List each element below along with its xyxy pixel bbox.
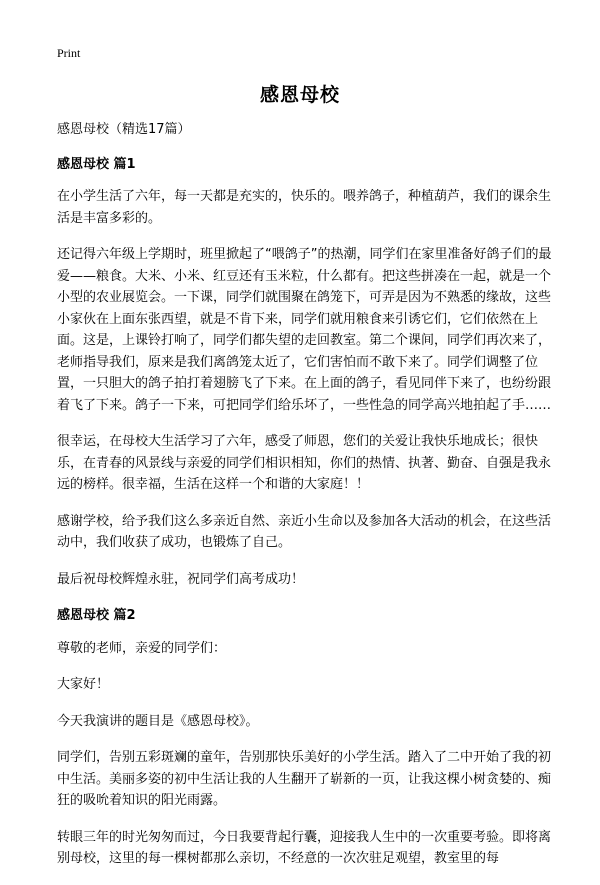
paragraph: 同学们，告别五彩斑斓的童年，告别那快乐美好的小学生活。踏入了二中开始了我的初中生活。美丽多姿的初中生活让我的人生翻开了崭新的一页，让我这棵小树贪婪的、痴狂的吸吮着知识的阳光雨露。 <box>57 750 552 808</box>
print-link[interactable]: Print <box>57 46 81 60</box>
paragraph: 尊敬的老师，亲爱的同学们： <box>57 640 227 656</box>
paragraph: 转眼三年的时光匆匆而过，今日我要背起行囊，迎接我人生中的一次重要考验。即将离别母校，这里的每一棵树都那么亲切，不经意的一次次驻足观望，教室里的每 <box>57 829 552 866</box>
section-heading: 感恩母校 篇1 <box>57 156 136 172</box>
paragraph: 今天我演讲的题目是《感恩母校》。 <box>57 713 259 729</box>
article-body <box>57 119 557 885</box>
page-title: 感恩母校 <box>259 84 340 106</box>
paragraph: 感谢学校，给予我们这么多亲近自然、亲近小生命以及参加各大活动的机会，在这些活动中，我们收获了成功，也锻炼了自己。 <box>57 513 552 550</box>
paragraph: 在小学生活了六年，每一天都是充实的，快乐的。喂养鸽子，种植葫芦，我们的课余生活是丰富多彩的。 <box>57 189 552 226</box>
article-subtitle: 感恩母校（精选17篇） <box>57 122 191 137</box>
section-heading: 感恩母校 篇2 <box>57 608 136 623</box>
paragraph: 很幸运，在母校大生活学习了六年，感受了师恩，您们的关爱让我快乐地成长；很快乐，在青春的风景线与亲爱的同学们相识相知，你们的热情、执著、勤奋、自强是我永远的榜样。很幸福，生活在这样一个和谐的大家庭！！ <box>57 434 552 492</box>
paragraph: 大家好！ <box>57 677 110 692</box>
paragraph: 最后祝母校辉煌永驻，祝同学们高考成功！ <box>57 571 305 587</box>
paragraph: 还记得六年级上学期时，班里掀起了“喂鸽子”的热潮，同学们在家里准备好鸽子们的最爱——粮食。大米、小米、红豆还有玉米粒，什么都有。把这些拼凑在一起，就是一个小型的农业展览会。一下课，同学们就围聚在鸽笼下，可弄是因为不熟悉的缘故，这些小家伙在上面东张西望，就是不肯下来，同学们就用粮食来引诱它们，它们依然在上面。这是，上课铃打响了，同学们都失望的走回教室。第二个课间，同学们再次来了，老师指导我们，原来是我们离鸽笼太近了，它们害怕而不敢下来了。同学们调整了位置，一只胆大的鸽子拍打着翅膀飞了下来。在上面的鸽子，看见同伴下来了，也纷纷跟着飞了下来。鸽子一下来，可把同学们给乐坏了，一些性急的同学高兴地拍起了手…… <box>57 247 552 413</box>
